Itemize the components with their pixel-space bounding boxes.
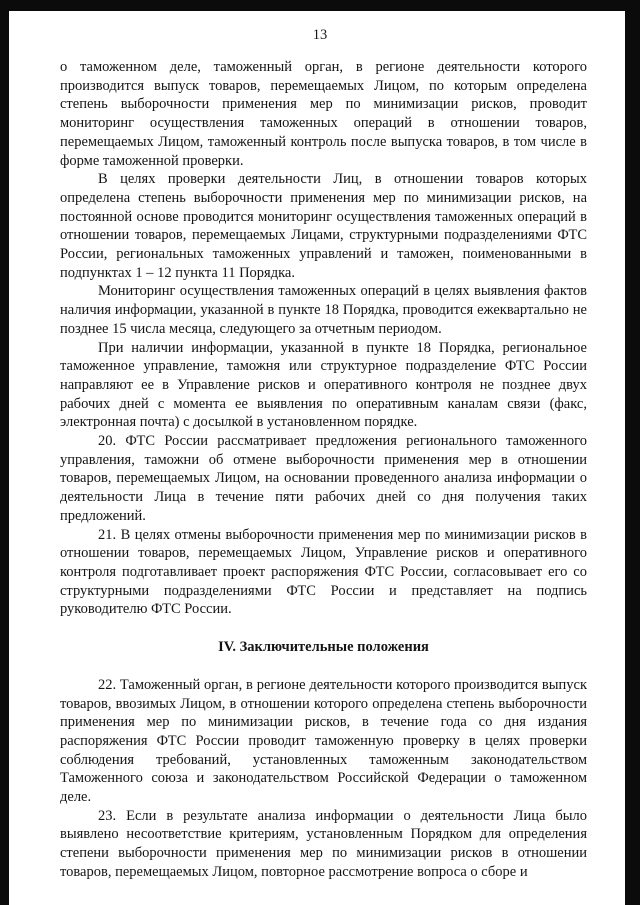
scan-border-left xyxy=(0,0,9,905)
page-number: 13 xyxy=(312,27,328,43)
paragraph: При наличии информации, указанной в пункте 18 Порядка, региональное таможенное управление, таможня или структурное подразделение ФТС России направляют ее в Управление рисков и оперативного контроля не позднее двух рабочих дней с момента ее выявления по оперативным каналам связи (факс, электронная почта) с досылкой в установленном порядке. xyxy=(60,339,587,431)
paragraph: 20. ФТС России рассматривает предложения регионального таможенного управления, таможни об отмене выборочности применения мер в отношении товаров, перемещаемых Лицом, на основании проведенного анализа информации о деятельности Лица в течение пяти рабочих дней со дня получения таких предложений. xyxy=(60,433,587,524)
paragraph: 23. Если в результате анализа информации о деятельности Лица было выявлено несоответствие критериям, установленным Порядком для определения степени выборочности применения мер по минимизации рисков в отношении товаров, перемещаемых Лицом, повторное рассмотрение вопроса о сборе и xyxy=(60,807,587,880)
scan-border-top xyxy=(0,0,640,11)
paragraph-continuation: о таможенном деле, таможенный орган, в регионе деятельности которого производится выпуск товаров, перемещаемых Лицом, по которым определена степень выборочности применения мер по минимизации рисков, проводит мониторинг осуществления таможенных операций в отношении товаров, перемещаемых Лицом, таможенный контроль после выпуска товаров, в том числе в форме таможенной проверки. xyxy=(60,59,587,169)
paragraph: Мониторинг осуществления таможенных операций в целях выявления фактов наличия информации, указанной в пункте 18 Порядка, проводится ежеквартально не позднее 15 числа месяца, следующего за отчетным периодом. xyxy=(60,283,587,337)
paragraph: 21. В целях отмены выборочности применения мер по минимизации рисков в отношении товаров, перемещаемых Лицом, Управление рисков и оперативного контроля подготавливает проект распоряжения ФТС России, согласовывает его со структурными подразделениями ФТС России и представляет на подпись руководителю ФТС России. xyxy=(60,526,587,618)
scan-border-right xyxy=(625,0,640,905)
document-body xyxy=(60,58,587,882)
paragraph: 22. Таможенный орган, в регионе деятельности которого производится выпуск товаров, ввозимых Лицом, в отношении которого определена степень выборочности применения мер по минимизации рисков, в течение года со дня издания распоряжения ФТС России проводит таможенную проверку в целях проверки соблюдения требований, установленных таможенным законодательством Таможенного союза и законодательством Российской Федерации о таможенном деле. xyxy=(60,676,587,806)
section-heading: IV. Заключительные положения xyxy=(218,639,429,656)
paragraph: В целях проверки деятельности Лиц, в отношении товаров которых определена степень выборочности применения мер по минимизации рисков, на постоянной основе проводится мониторинг осуществления таможенных операций в отношении товаров, перемещаемых Лицами, структурными подразделениями ФТС России, региональных таможенных управлений и таможен, поименованными в подпунктах 1 – 12 пункта 11 Порядка. xyxy=(60,171,587,281)
